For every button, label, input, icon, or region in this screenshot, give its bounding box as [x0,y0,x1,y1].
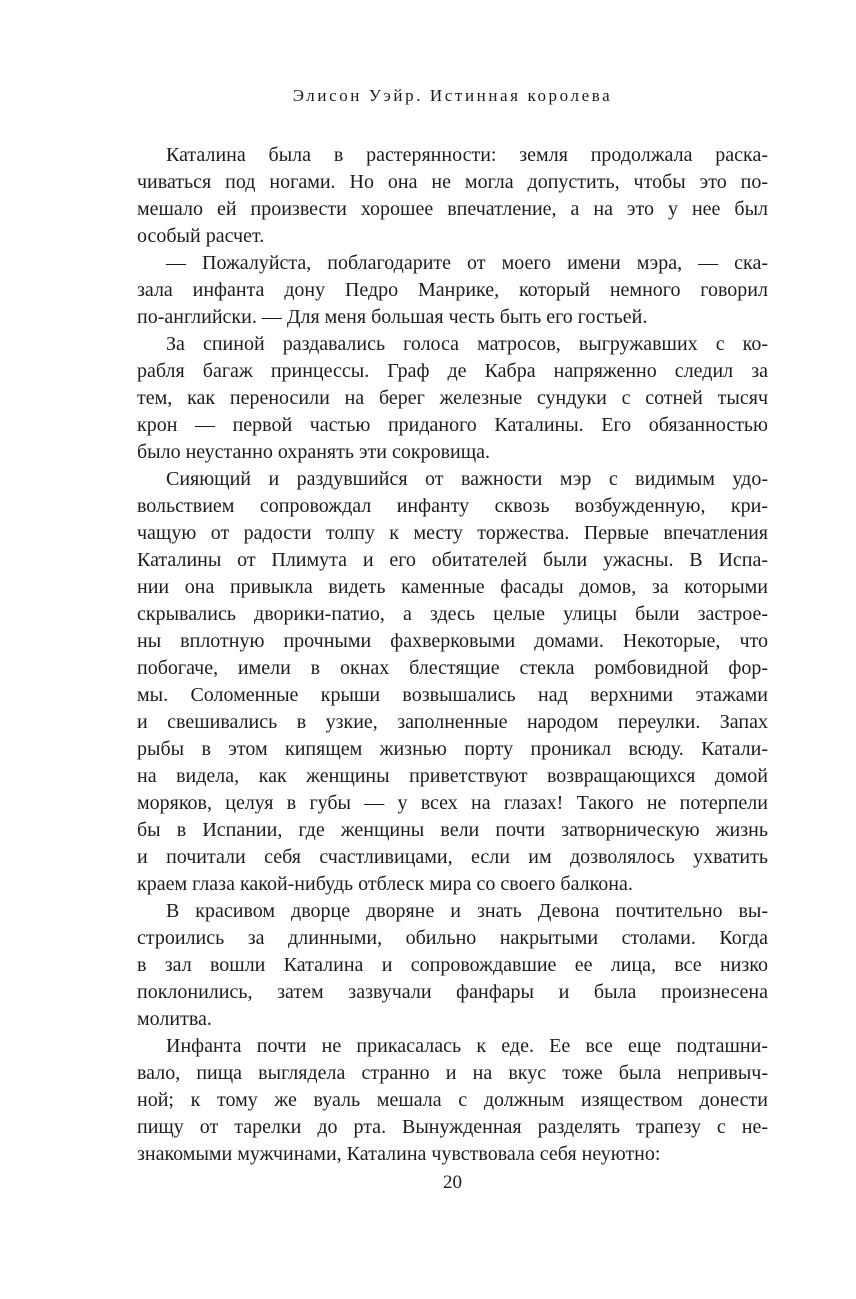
text-line: Сияющий и раздувшийся от важности мэр с видимым удо- [166,468,768,490]
text-line: рыбы в этом кипящем жизнью порту проникал всюду. Катали- [137,738,768,760]
page-number: 20 [443,1172,462,1193]
paragraph [137,1033,768,1168]
text-line: поклонились, затем зазвучали фанфары и была произнесена [137,981,768,1003]
text-line: было неустанно охранять эти сокровища. [137,441,491,463]
paragraph [137,331,768,466]
paragraph [137,466,768,898]
text-line: мешало ей произвести хорошее впечатление, а на это у нее был [137,198,768,220]
text-line: и свешивались в узкие, заполненные народом переулки. Запах [137,711,768,733]
text-line: мы. Соломенные крыши возвышались над верхними этажами [137,684,768,706]
paragraph [137,250,768,331]
running-header: Элисон Уэйр. Истинная королева [292,86,613,105]
text-line: особый расчет. [137,225,265,247]
text-line: пищу от тарелки до рта. Вынужденная разделять трапезу с не- [137,1116,768,1138]
text-line: вольствием сопровождал инфанту сквозь возбужденную, кри- [137,495,768,517]
text-line: чащую от радости толпу к месту торжества. Первые впечатления [137,522,768,544]
text-line: ной; к тому же вуаль мешала с должным изяществом донести [137,1089,768,1111]
text-block [137,142,768,1168]
text-line: чиваться под ногами. Но она не могла допустить, чтобы это по- [137,171,768,193]
text-line: по-английски. — Для меня большая честь быть его гостьей. [137,306,648,328]
text-line: нии она привыкла видеть каменные фасады домов, за которыми [137,576,768,598]
text-line: строились за длинными, обильно накрытыми столами. Когда [137,927,768,949]
text-line: знакомыми мужчинами, Каталина чувствовала себя неуютно: [137,1143,661,1165]
text-line: в зал вошли Каталина и сопровождавшие ее лица, все низко [137,954,768,976]
text-line: ны вплотную прочными фахверковыми домами. Некоторые, что [137,630,768,652]
text-line: моряков, целуя в губы — у всех на глазах! Такого не потерпели [137,792,768,814]
text-line: зала инфанта дону Педро Манрике, который немного говорил [137,279,768,301]
text-line: вало, пища выглядела странно и на вкус тоже была непривыч- [137,1062,768,1084]
text-line: За спиной раздавались голоса матросов, выгружавших с ко- [166,333,768,355]
text-line: молитва. [137,1008,212,1030]
text-line: Каталина была в растерянности: земля продолжала раска- [166,144,768,166]
text-line: В красивом дворце дворяне и знать Девона почтительно вы- [166,900,768,922]
text-line: краем глаза какой-нибудь отблеск мира со своего балкона. [137,873,633,895]
text-line: на видела, как женщины приветствуют возвращающихся домой [137,765,768,787]
text-line: и почитали себя счастливицами, если им дозволялось ухватить [137,846,768,868]
text-line: рабля багаж принцессы. Граф де Кабра напряженно следил за [137,360,768,382]
paragraph [137,142,768,250]
paragraph [137,898,768,1033]
text-line: бы в Испании, где женщины вели почти затворническую жизнь [137,819,768,841]
text-line: тем, как переносили на берег железные сундуки с сотней тысяч [137,387,768,409]
text-line: побогаче, имели в окнах блестящие стекла ромбовидной фор- [137,657,768,679]
text-line: Каталины от Плимута и его обитателей были ужасны. В Испа- [137,549,768,571]
text-line: крон — первой частью приданого Каталины. Его обязанностью [137,414,768,436]
text-line: скрывались дворики-патио, а здесь целые улицы были застрое- [137,603,768,625]
text-line: Инфанта почти не прикасалась к еде. Ее все еще подташни- [166,1035,768,1057]
text-line: — Пожалуйста, поблагодарите от моего имени мэра, — ска- [166,252,768,274]
